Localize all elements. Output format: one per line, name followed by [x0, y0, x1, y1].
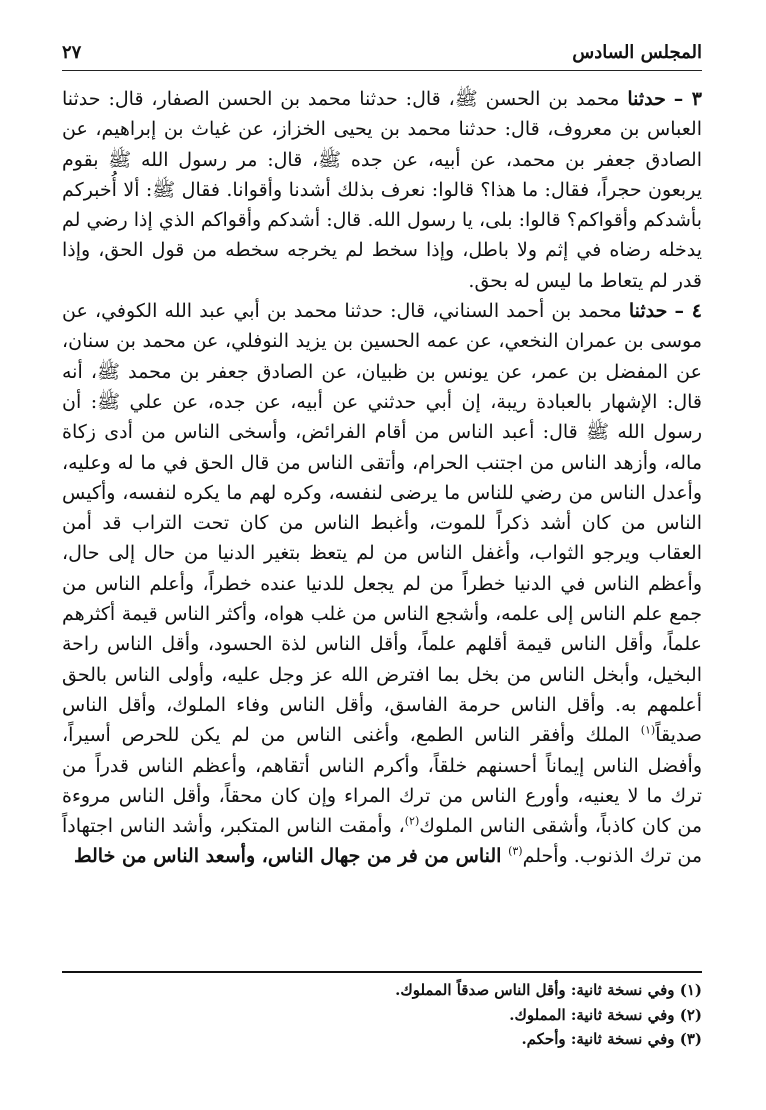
- hadith-text: الناس من فر من جهال الناس، وأسعد الناس من خالط: [73, 845, 509, 868]
- hadith-paragraph-3: [62, 84, 702, 296]
- main-text: [62, 84, 702, 872]
- hadith-text: ، وأمقت الناس المتكبر، وأشد الناس اجتهاداً من ترك الذنوب. وأحلم: [62, 815, 702, 868]
- footnotes: [62, 978, 702, 1052]
- hadith-text: محمد بن أحمد السناني، قال: حدثنا محمد بن أبي عبد الله الكوفي، عن موسى بن عمران النخعي، عن عمه الحسين بن يزيد النوفلي، عن محمد بن سنان، عن المفضل بن عمر، عن يونس بن ظبيان، عن الصادق جعفر بن محمد ﷺ، أنه قال: الإشهار بالعبادة ريبة، إن أبي حدثني عن أبيه، عن جده، عن علي ﷺ: أن رسول الله ﷺ قال: أعبد الناس من أقام الفرائض، وأسخى الناس من أدى زكاة ماله، وأزهد الناس من اجتنب الحرام، وأتقى الناس من قال الحق في ما له وعليه، وأعدل الناس من رضي للناس ما يرضى لنفسه، وكره لهم ما يكره لنفسه، وأكيس الناس من كان أشد ذكراً للموت، وأغبط الناس من كان تحت التراب قد أمن العقاب ويرجو الثواب، وأغفل الناس من لم يتعظ بتغير الدنيا من حال إلى حال، وأعظم الناس في الدنيا خطراً من لم يجعل للدنيا عنده خطراً، وأعلم الناس من جمع علم الناس إلى علمه، وأشجع الناس من غلب هواه، وأكثر الناس قيمة أكثرهم علماً، وأقل الناس قيمة أقلهم علماً، وأقل الناس لذة الحسود، وأقل الناس راحة البخيل، وأبخل الناس من بخل بما افترض الله عز وجل عليه، وأولى الناس بالحق أعلمهم به. وأقل الناس حرمة الفاسق، وأقل الناس وفاء الملوك، وأقل الناس صديقاً: [62, 300, 703, 747]
- hadith-number: ٣ –: [673, 88, 702, 110]
- chapter-title: المجلس السادس: [572, 42, 702, 63]
- page-number: ٢٧: [62, 42, 82, 63]
- hadith-opening: حدثنا: [628, 300, 668, 323]
- footnote-1: (١) وفي نسخة ثانية: وأقل الناس صدقاً المملوك.: [395, 981, 702, 999]
- hadith-text: محمد بن الحسن ﷺ، قال: حدثنا محمد بن الحسن الصفار، قال: حدثنا العباس بن معروف، قال: حدثنا محمد بن يحيى الخزاز، عن غياث بن إبراهيم، عن الصادق جعفر بن محمد، عن أبيه، عن جده ﷺ، قال: مر رسول الله ﷺ بقوم يربعون حجراً، فقال: ما هذا؟ قالوا: نعرف بذلك أشدنا وأقوانا. فقال ﷺ: ألا أُخبركم بأشدكم وأقواكم؟ قالوا: بلى، يا رسول الله. قال: أشدكم وأقواكم الذي إذا رضي لم يدخله رضاه في إثم ولا باطل، وإذا سخط لم يخرجه سخطه من قول الحق، وإذا قدر لم يتعاط ما ليس له بحق.: [62, 88, 702, 292]
- hadith-text: الملك وأفقر الناس الطمع، وأغنى الناس من لم يكن للحرص أسيراً، وأفضل الناس إيماناً أحسنهم خلقاً، وأكرم الناس أتقاهم، وأعظم الناس قدراً من ترك ما لا يعنيه، وأورع الناس من ترك المراء وإن كان محقاً، وأقل الناس مروءة من كان كاذباً، وأشقى الناس الملوك: [62, 724, 702, 838]
- hadith-number: ٤ –: [674, 300, 702, 323]
- footnote-2: (٢) وفي نسخة ثانية: المملوك.: [509, 1005, 702, 1024]
- footnote-ref-1: (١): [640, 723, 656, 737]
- footnote-divider: [62, 971, 702, 973]
- footnote-3: (٣) وفي نسخة ثانية: وأحكم.: [521, 1030, 702, 1048]
- footnote-ref-2: (٢): [404, 814, 420, 828]
- hadith-opening: حدثنا: [627, 88, 666, 110]
- page-header: [62, 42, 702, 66]
- footnote-ref-3: (٣): [508, 845, 523, 859]
- header-divider: [62, 70, 702, 71]
- hadith-paragraph-4: [62, 296, 702, 872]
